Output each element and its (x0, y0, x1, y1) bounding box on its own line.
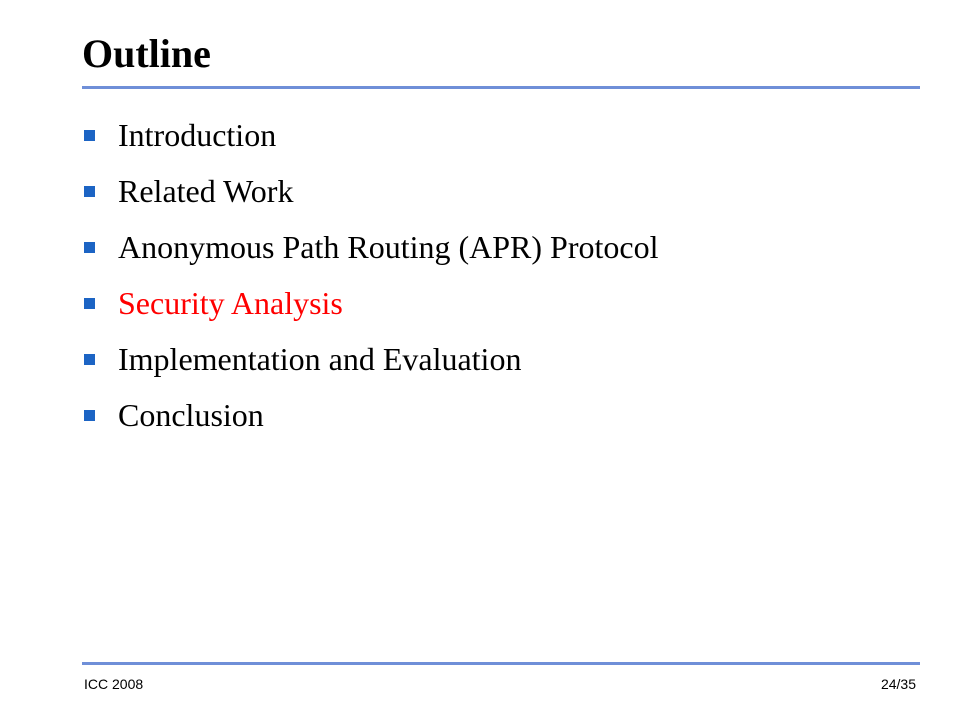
square-bullet-icon (84, 410, 95, 421)
outline-item-label: Implementation and Evaluation (118, 340, 522, 377)
outline-item-security-analysis (84, 275, 658, 331)
outline-item-introduction (84, 107, 658, 163)
square-bullet-icon (84, 298, 95, 309)
outline-item-label: Related Work (118, 172, 294, 209)
square-bullet-icon (84, 242, 95, 253)
outline-item-label: Conclusion (118, 396, 264, 433)
outline-item-related-work (84, 163, 658, 219)
outline-item-apr-protocol (84, 219, 658, 275)
slide-title: Outline (82, 31, 211, 76)
outline-list (84, 107, 658, 443)
outline-item-conclusion (84, 387, 658, 443)
outline-item-label: Security Analysis (118, 284, 343, 321)
square-bullet-icon (84, 354, 95, 365)
footer-page-number: 24/35 (880, 676, 916, 692)
footer-divider (82, 662, 920, 665)
outline-item-label: Introduction (118, 116, 277, 153)
square-bullet-icon (84, 186, 95, 197)
square-bullet-icon (84, 130, 95, 141)
outline-item-implementation (84, 331, 658, 387)
title-divider (82, 86, 920, 89)
outline-item-label: Anonymous Path Routing (APR) Protocol (118, 228, 659, 265)
footer-conference: ICC 2008 (84, 676, 144, 692)
